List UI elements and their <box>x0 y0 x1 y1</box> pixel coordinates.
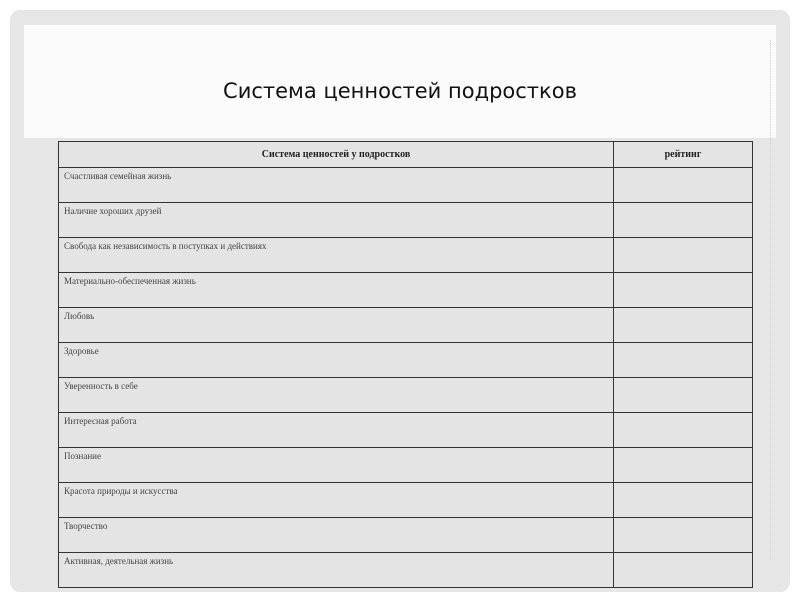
table-header-row <box>59 142 753 168</box>
table-row <box>59 308 753 343</box>
value-cell: Творчество <box>59 518 614 553</box>
table-row <box>59 553 753 588</box>
table-row <box>59 238 753 273</box>
value-cell: Уверенность в себе <box>59 378 614 413</box>
rating-cell <box>614 378 753 413</box>
rating-cell <box>614 448 753 483</box>
rating-cell <box>614 483 753 518</box>
rating-cell <box>614 343 753 378</box>
rating-cell <box>614 413 753 448</box>
value-cell: Активная, деятельная жизнь <box>59 553 614 588</box>
rating-cell <box>614 238 753 273</box>
header-values: Система ценностей у подростков <box>59 142 614 168</box>
table-row <box>59 378 753 413</box>
title-panel <box>24 25 776 138</box>
table-row <box>59 273 753 308</box>
values-table <box>58 141 753 588</box>
table-row <box>59 518 753 553</box>
value-cell: Красота природы и искусства <box>59 483 614 518</box>
value-cell: Наличие хороших друзей <box>59 203 614 238</box>
value-cell: Познание <box>59 448 614 483</box>
value-cell: Материально-обеспеченная жизнь <box>59 273 614 308</box>
table-row <box>59 448 753 483</box>
header-rating: рейтинг <box>614 142 753 168</box>
rating-cell <box>614 518 753 553</box>
rating-cell <box>614 273 753 308</box>
slide-title: Система ценностей подростков <box>223 79 577 103</box>
table-row <box>59 203 753 238</box>
value-cell: Любовь <box>59 308 614 343</box>
rating-cell <box>614 168 753 203</box>
value-cell: Здоровье <box>59 343 614 378</box>
value-cell: Свобода как независимость в поступках и действиях <box>59 238 614 273</box>
rating-cell <box>614 553 753 588</box>
rating-cell <box>614 203 753 238</box>
rating-cell <box>614 308 753 343</box>
value-cell: Счастливая семейная жизнь <box>59 168 614 203</box>
table-row <box>59 413 753 448</box>
table-row <box>59 483 753 518</box>
decorative-line <box>770 40 771 560</box>
table-row <box>59 343 753 378</box>
table-row <box>59 168 753 203</box>
value-cell: Интересная работа <box>59 413 614 448</box>
